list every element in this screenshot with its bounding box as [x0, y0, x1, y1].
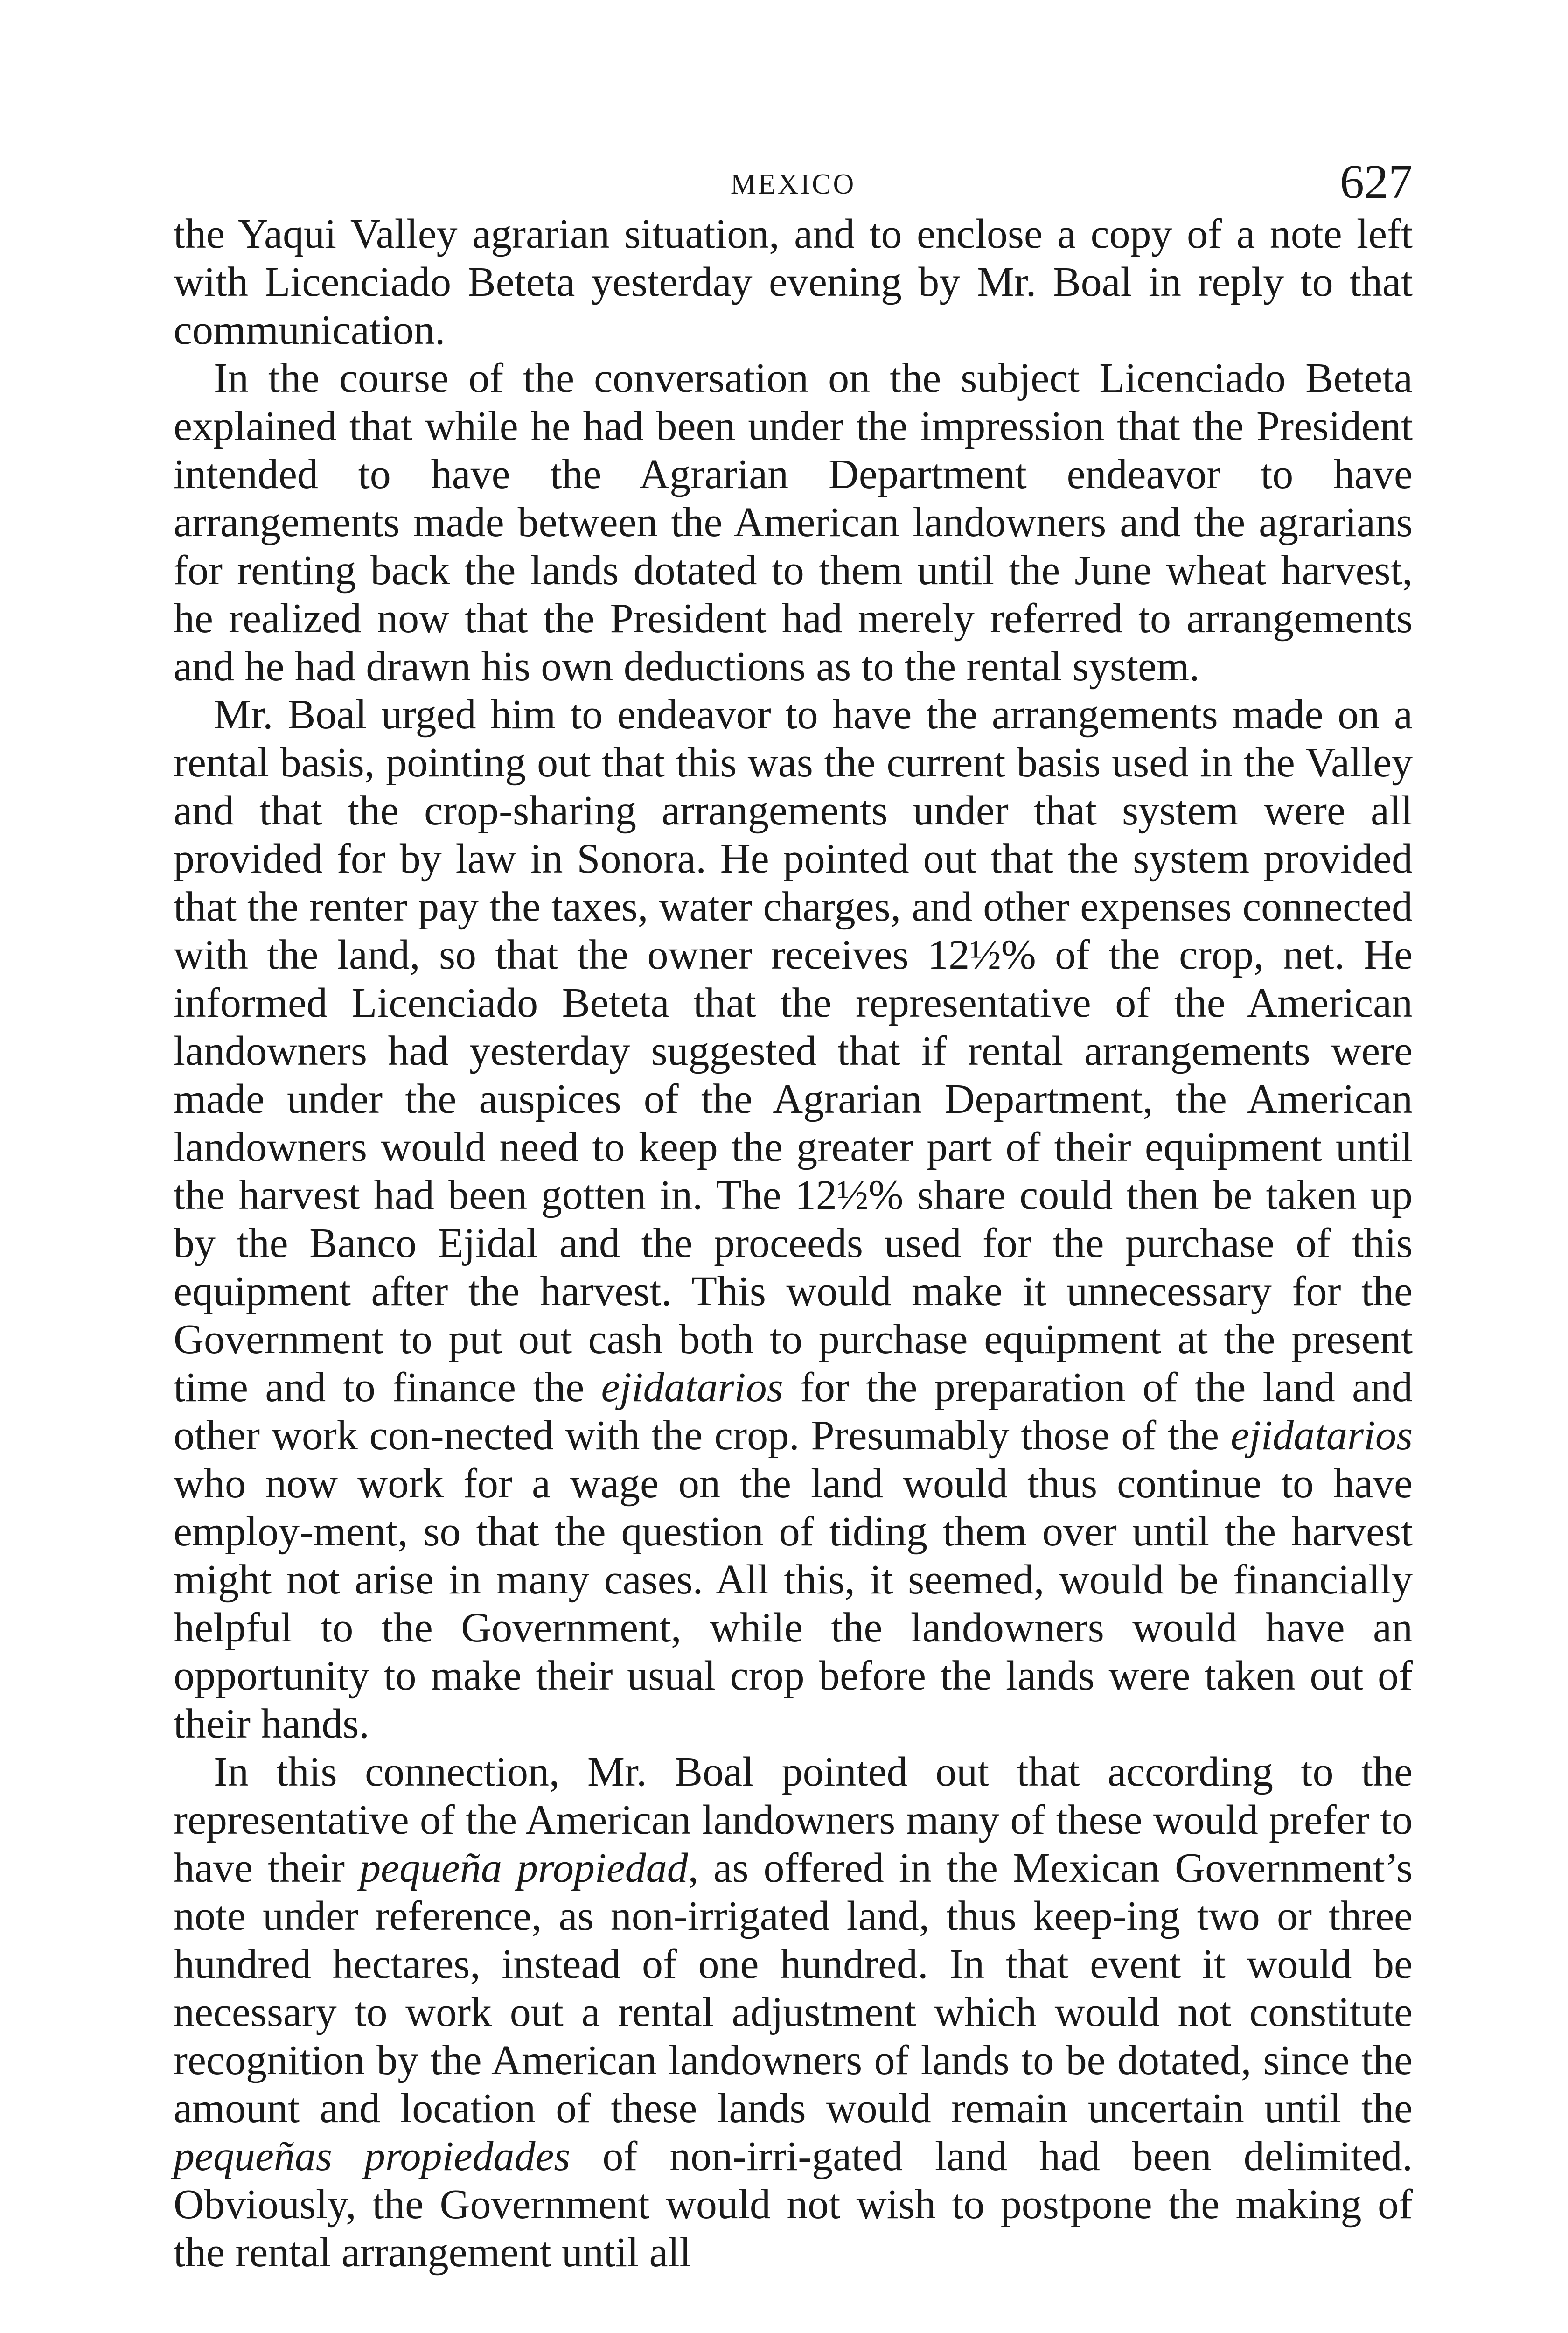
text-run: of non-irri-gated land had been delimited. Obviously, the Government would not wish to postpone the making of the rental arrangement until all — [174, 2133, 1413, 2276]
paragraph-1 — [174, 210, 1413, 354]
text-run: who now work for a wage on the land would thus continue to have employ-ment, so that the question of tiding them over until the harvest might not arise in many cases. All this, it seemed, would be financially helpful to the Government, while the landowners would have an opportunity to make their usual crop before the lands were taken out of their hands. — [174, 1460, 1413, 1747]
italic-term: pequeñas propiedades — [174, 2133, 571, 2179]
page-number: 627 — [1340, 155, 1413, 209]
text-run: the Yaqui Valley agrarian situation, and to enclose a copy of a note left with Licenciado Beteta yesterday evening by Mr. Boal in reply to that communication. — [174, 211, 1413, 353]
body-text — [174, 210, 1413, 2277]
paragraph-4 — [174, 1748, 1413, 2277]
text-run: In the course of the conversation on the subject Licenciado Beteta explained that while he had been under the impression that the President intended to have the Agrarian Department endeavor to have arrangements made between the American landowners and the agrarians for renting back the lands dotated to them until the June wheat harvest, he realized now that the President had merely referred to arrangements and he had drawn his own deductions as to the rental system. — [174, 355, 1413, 690]
italic-term: ejidatarios — [601, 1364, 783, 1411]
paragraph-2 — [174, 354, 1413, 691]
italic-term: ejidatarios — [1230, 1412, 1413, 1459]
text-run: , as offered in the Mexican Government’s note under reference, as non-irrigated land, thus keep-ing two or three hundred hectares, instead of one hundred. In that event it would be necessary to work out a rental adjustment which would not constitute recognition by the American landowners of lands to be dotated, since the amount and location of these lands would remain uncertain until the — [174, 1845, 1413, 2131]
text-run: In this connection, Mr. Boal pointed out that according to the representative of the American landowners many of these would prefer to have their — [174, 1749, 1413, 1891]
text-run: Mr. Boal urged him to endeavor to have the arrangements made on a rental basis, pointing out that this was the current basis used in the Valley and that the crop-sharing arrangements under that system were all provided for by law in Sonora. He pointed out that the system provided that the renter pay the taxes, water charges, and other expenses connected with the land, so that the owner receives 12½% of the crop, net. He informed Licenciado Beteta that the representative of the American landowners had yesterday suggested that if rental arrangements were made under the auspices of the Agrarian Department, the American landowners would need to keep the greater part of their equipment until the harvest had been gotten in. The 12½% share could then be taken up by the Banco Ejidal and the proceeds used for the purchase of this equipment after the harvest. This would make it unnecessary for the Government to put out cash both to purchase equipment at the present time and to finance the — [174, 692, 1413, 1411]
italic-term: pequeña propiedad — [360, 1845, 688, 1891]
text-run: for the preparation of the land and other work con-nected with the crop. Presumably those of the — [174, 1364, 1413, 1459]
running-title: MEXICO — [730, 168, 856, 200]
paragraph-3 — [174, 691, 1413, 1748]
document-page — [174, 154, 1413, 2277]
running-head — [174, 154, 1413, 210]
